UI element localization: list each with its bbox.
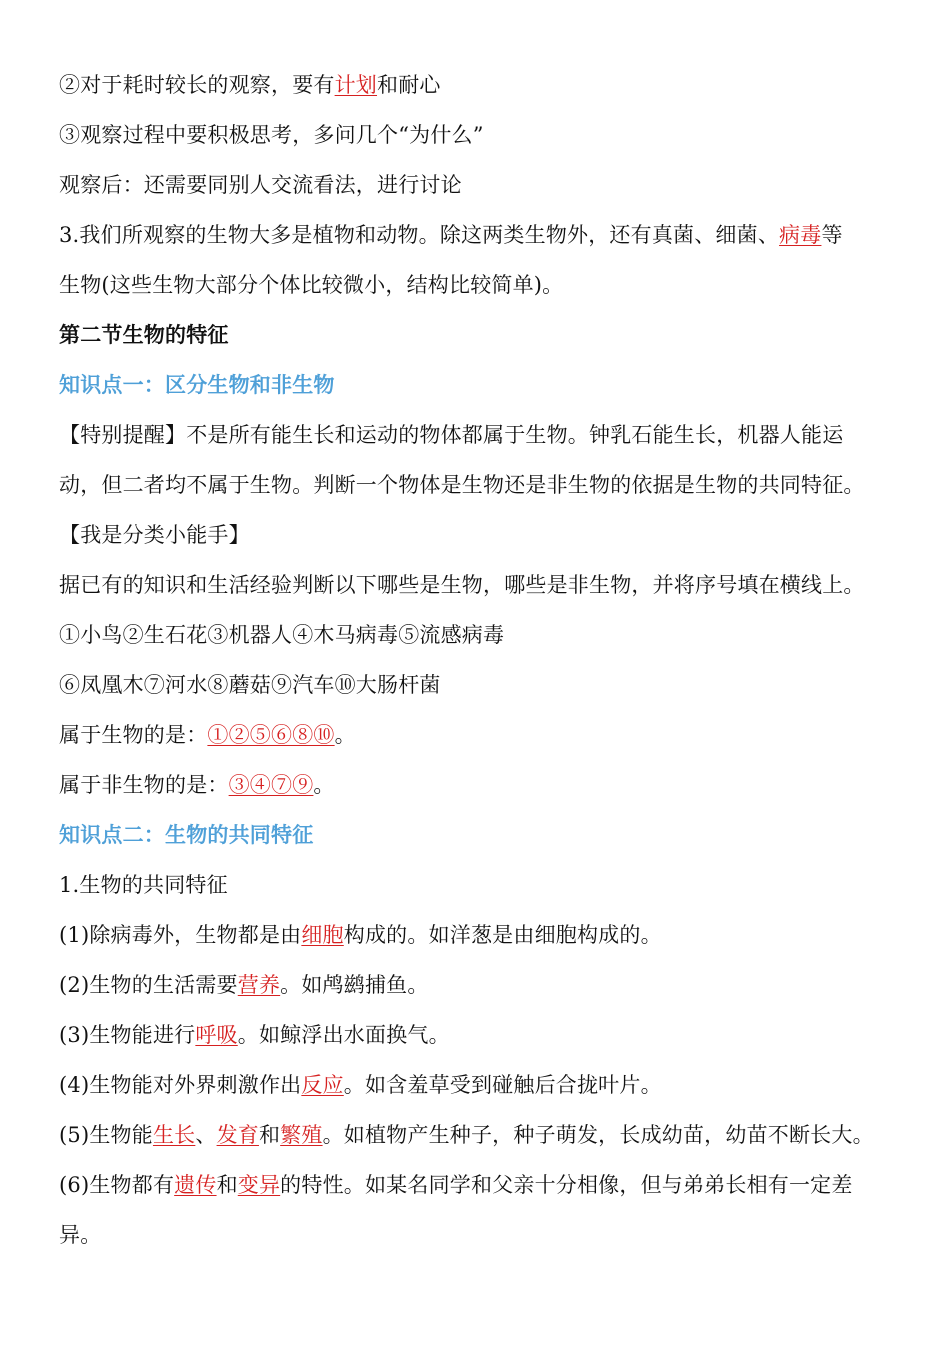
answer-blank: 计划 <box>334 73 378 97</box>
section-title: 第二节生物的特征 <box>59 323 229 347</box>
answer-blank: 繁殖 <box>280 1123 323 1147</box>
text-line: 1.生物的共同特征 <box>59 873 228 897</box>
knowledge-point-heading: 知识点一：区分生物和非生物 <box>59 373 335 397</box>
answer-blank: 变异 <box>237 1173 281 1197</box>
text-line: 异。 <box>59 1223 102 1247</box>
answer-blank: ③④⑦⑨ <box>228 773 314 797</box>
answer-blank: 细胞 <box>301 923 344 947</box>
text-line: ①小鸟②生石花③机器人④木马病毒⑤流感病毒 <box>59 623 505 647</box>
text-line: (4)生物能对外界刺激作出反应。如含羞草受到碰触后合拢叶片。 <box>59 1073 662 1097</box>
text-line: (1)除病毒外，生物都是由细胞构成的。如洋葱是由细胞构成的。 <box>59 923 662 947</box>
answer-blank: 反应 <box>301 1073 344 1097</box>
answer-blank: ①②⑤⑥⑧⑩ <box>207 723 335 747</box>
answer-blank: 呼吸 <box>195 1023 238 1047</box>
knowledge-point-heading: 知识点二：生物的共同特征 <box>59 823 314 847</box>
text-line: (3)生物能进行呼吸。如鲸浮出水面换气。 <box>59 1023 450 1047</box>
answer-blank: 病毒 <box>779 223 822 247</box>
answer-blank: 发育 <box>216 1123 259 1147</box>
text-line: 属于非生物的是：③④⑦⑨。 <box>59 773 335 797</box>
text-line: (5)生物能生长、发育和繁殖。如植物产生种子，种子萌发，长成幼苗，幼苗不断长大。 <box>59 1123 874 1147</box>
answer-blank: 生长 <box>152 1123 196 1147</box>
document-page <box>59 60 899 1260</box>
text-line: 观察后：还需要同别人交流看法，进行讨论 <box>59 173 462 197</box>
text-line: 【我是分类小能手】 <box>59 523 250 547</box>
text-line: 据已有的知识和生活经验判断以下哪些是生物，哪些是非生物，并将序号填在横线上。 <box>59 573 865 597</box>
text-line: ⑥凤凰木⑦河水⑧蘑菇⑨汽车⑩大肠杆菌 <box>59 673 441 697</box>
text-line: 3.我们所观察的生物大多是植物和动物。除这两类生物外，还有真菌、细菌、病毒等 <box>59 223 843 247</box>
text-line: 属于生物的是：①②⑤⑥⑧⑩。 <box>59 723 356 747</box>
text-line: (6)生物都有遗传和变异的特性。如某名同学和父亲十分相像，但与弟弟长相有一定差 <box>59 1173 853 1197</box>
text-line: 【特别提醒】不是所有能生长和运动的物体都属于生物。钟乳石能生长，机器人能运 <box>59 423 844 447</box>
answer-blank: 营养 <box>237 973 281 997</box>
text-line: ②对于耗时较长的观察，要有计划和耐心 <box>59 73 441 97</box>
text-line: (2)生物的生活需要营养。如鸬鹚捕鱼。 <box>59 973 429 997</box>
text-line: 生物(这些生物大部分个体比较微小，结构比较简单)。 <box>59 273 564 297</box>
text-line: ③观察过程中要积极思考，多问几个“为什么” <box>59 123 484 147</box>
text-line: 动，但二者均不属于生物。判断一个物体是生物还是非生物的依据是生物的共同特征。 <box>59 473 865 497</box>
answer-blank: 遗传 <box>174 1173 217 1197</box>
